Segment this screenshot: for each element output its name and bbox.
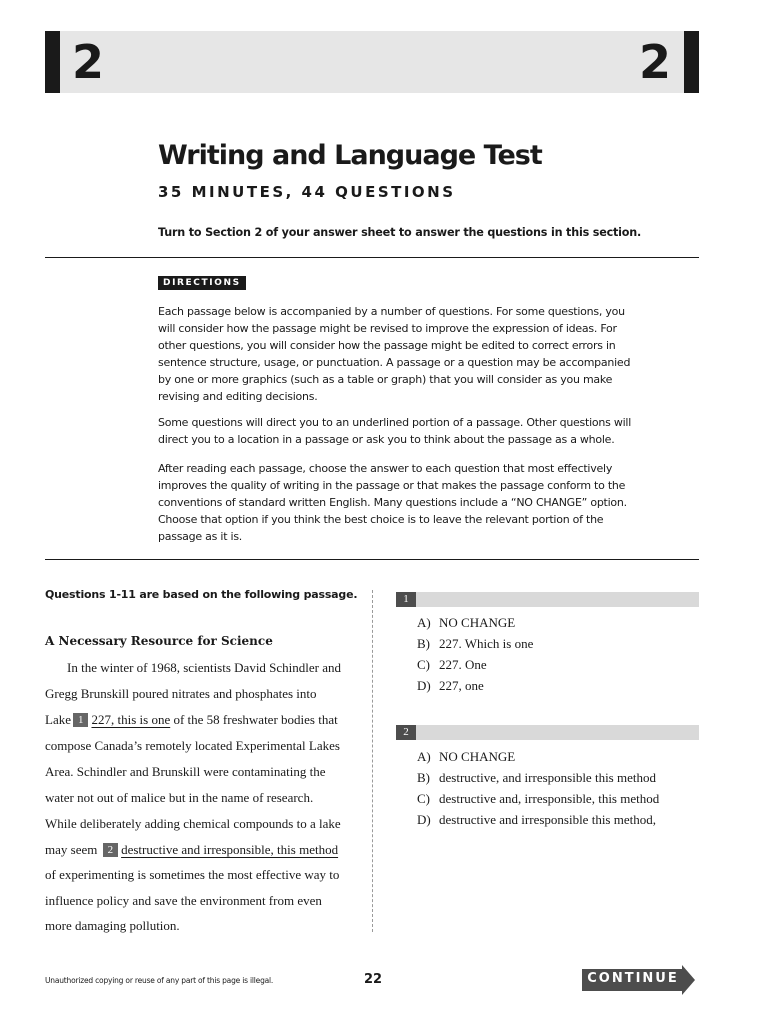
question-1-option-c[interactable] (417, 657, 487, 673)
copyright-notice: Unauthorized copying or reuse of any part of this page is illegal. (45, 976, 274, 985)
passage-line: Area. Schindler and Brunskill were contaminating the (45, 764, 326, 779)
option-text: 227, one (439, 678, 484, 693)
passage-line: Gregg Brunskill poured nitrates and phosphates into (45, 686, 317, 701)
passage-text: Lake (45, 712, 71, 727)
passage-line: influence policy and save the environment from even (45, 893, 322, 908)
directions-label: DIRECTIONS (158, 276, 246, 290)
question-marker-1[interactable]: 1 (73, 713, 89, 727)
continue-label: CONTINUE (587, 971, 679, 986)
question-1-option-d[interactable] (417, 678, 484, 694)
test-title: Writing and Language Test (158, 140, 542, 171)
question-2-option-b[interactable] (417, 770, 656, 786)
passage-line (45, 712, 338, 728)
question-2-number: 2 (396, 725, 416, 740)
option-text: destructive and, irresponsible, this method (439, 791, 660, 806)
continue-button[interactable] (582, 965, 697, 995)
option-letter: B) (417, 636, 430, 651)
passage-line: water not out of malice but in the name of research. (45, 790, 314, 805)
option-text: NO CHANGE (439, 615, 516, 630)
option-text: NO CHANGE (439, 749, 516, 764)
questions-intro: Questions 1-11 are based on the following passage. (45, 588, 358, 601)
passage-line: compose Canada’s remotely located Experimental Lakes (45, 738, 340, 753)
passage-text: may seem (45, 842, 98, 857)
question-1-number: 1 (396, 592, 416, 607)
page-number: 22 (363, 972, 383, 987)
section-number-left: 2 (72, 35, 105, 89)
banner-bar-right (684, 31, 699, 93)
banner-bar-left (45, 31, 60, 93)
column-divider (372, 590, 373, 932)
answer-sheet-instruction: Turn to Section 2 of your answer sheet to answer the questions in this section. (158, 226, 642, 239)
divider-bottom (45, 559, 699, 560)
question-1-header (396, 592, 699, 607)
option-letter: A) (417, 749, 431, 764)
passage-line: more damaging pollution. (45, 918, 180, 933)
option-letter: C) (417, 657, 430, 672)
option-letter: A) (417, 615, 431, 630)
option-letter: B) (417, 770, 430, 785)
option-text: 227. Which is one (439, 636, 534, 651)
passage-line: While deliberately adding chemical compounds to a lake (45, 816, 341, 831)
option-letter: D) (417, 812, 431, 827)
option-letter: D) (417, 678, 431, 693)
option-letter: C) (417, 791, 430, 806)
directions-paragraph-1: Each passage below is accompanied by a number of questions. For some questions, you will consider how the passage might be revised to improve the expression of ideas. For other questions, you will consider how the passage might be edited to correct errors in sentence structure, usage, or punctuation. A passage or a question may be accompanied by one or more graphics (such as a table or graph) that you will consider as you make revising and editing decisions. (158, 305, 631, 403)
directions-paragraph-2: Some questions will direct you to an underlined portion of a passage. Other questions will direct you to a location in a passage or ask you to think about the passage as a whole. (158, 416, 632, 446)
passage-line: In the winter of 1968, scientists David Schindler and (67, 660, 342, 675)
question-2-option-c[interactable] (417, 791, 659, 807)
test-subtitle: 35 MINUTES, 44 QUESTIONS (158, 183, 456, 201)
option-text: 227. One (439, 657, 487, 672)
passage-line (45, 842, 338, 858)
passage-title: A Necessary Resource for Science (45, 634, 273, 648)
directions-paragraph-3: After reading each passage, choose the answer to each question that most effectively improves the quality of writing in the passage or that makes the passage conform to the conventions of standard written English. Many questions include a “NO CHANGE” option. Choose that option if you think the best choice is to leave the relevant portion of the passage as it is. (158, 462, 627, 543)
section-banner (45, 31, 699, 93)
option-text: destructive, and irresponsible this method (439, 770, 656, 785)
section-number-right: 2 (638, 35, 671, 89)
divider-top (45, 257, 699, 258)
question-1-option-b[interactable] (417, 636, 533, 652)
question-2-option-d[interactable] (417, 812, 656, 828)
underlined-portion-1[interactable]: 227, this is one (91, 712, 171, 727)
question-1-option-a[interactable] (417, 615, 515, 631)
passage-text: of the 58 freshwater bodies that (170, 712, 338, 727)
question-2-header (396, 725, 699, 740)
passage-line: of experimenting is sometimes the most effective way to (45, 867, 340, 882)
option-text: destructive and irresponsible this method, (439, 812, 656, 827)
question-marker-2[interactable]: 2 (103, 843, 119, 857)
underlined-portion-2[interactable]: destructive and irresponsible, this method (121, 842, 339, 857)
question-2-option-a[interactable] (417, 749, 515, 765)
